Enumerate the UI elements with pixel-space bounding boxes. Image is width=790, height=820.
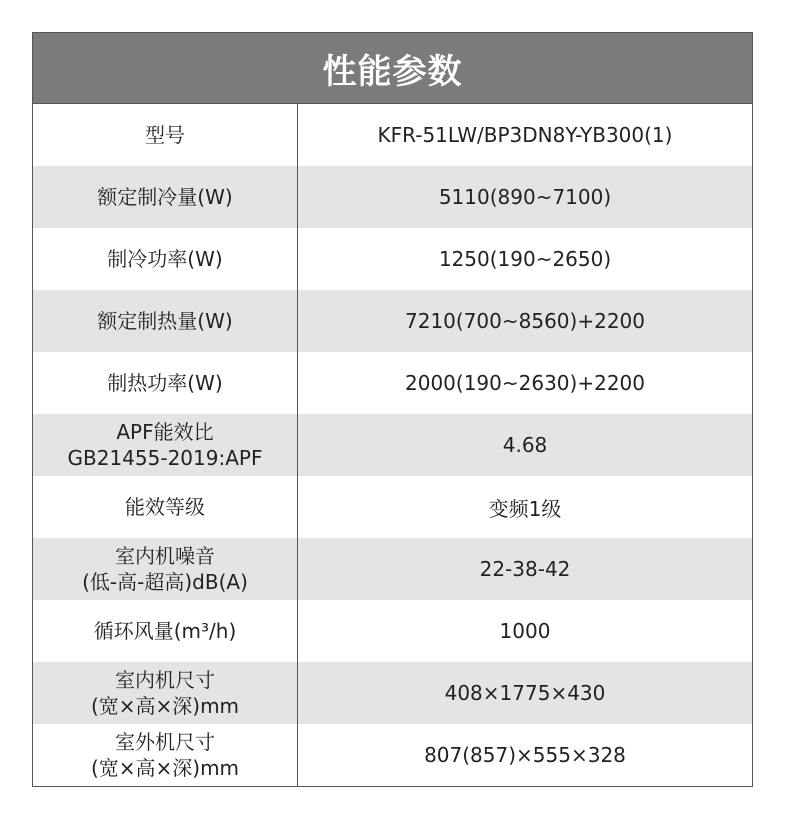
row-value: 408×1775×430 <box>444 681 606 705</box>
spec-table <box>32 32 753 787</box>
row-value: 22-38-42 <box>479 557 571 581</box>
table-row-outdoor-size <box>33 724 752 786</box>
table-row-airflow <box>33 600 752 662</box>
row-value: 807(857)×555×328 <box>424 743 626 767</box>
row-label <box>33 724 298 786</box>
table-title: 性能参数 <box>33 33 752 104</box>
table-row-rated-cooling <box>33 166 752 228</box>
table-row-model <box>33 104 752 166</box>
row-value: 1250(190~2650) <box>438 247 612 271</box>
row-label <box>33 476 298 538</box>
row-label-text: 制热功率(W) <box>107 371 223 395</box>
row-label-text: 额定制冷量(W) <box>97 185 233 209</box>
row-value: 4.68 <box>502 433 548 457</box>
row-label-text: 室外机尺寸 <box>115 730 215 754</box>
row-value: 7210(700~8560)+2200 <box>405 309 645 333</box>
row-label <box>33 414 298 476</box>
row-label-text: 循环风量(m³/h) <box>93 619 237 643</box>
row-label-subtext: GB21455-2019:APF <box>67 446 263 470</box>
row-label <box>33 228 298 290</box>
row-label-text: 制冷功率(W) <box>107 247 223 271</box>
row-value: 2000(190~2630)+2200 <box>405 371 645 395</box>
row-label <box>33 662 298 724</box>
table-row-apf <box>33 414 752 476</box>
row-label-text: APF能效比 <box>116 420 214 444</box>
row-value: KFR-51LW/BP3DN8Y-YB300(1) <box>377 123 673 147</box>
row-label-text: 能效等级 <box>125 495 205 519</box>
row-label <box>33 600 298 662</box>
row-label <box>33 104 298 166</box>
row-label-text: 型号 <box>145 123 185 147</box>
table-row-heating-power <box>33 352 752 414</box>
table-row-rated-heating <box>33 290 752 352</box>
row-value: 5110(890~7100) <box>438 185 612 209</box>
table-row-cooling-power <box>33 228 752 290</box>
row-value: 1000 <box>499 619 551 643</box>
row-label-text: 室内机尺寸 <box>115 668 215 692</box>
row-label-subtext: (宽×高×深)mm <box>90 694 240 718</box>
row-value: 变频1级 <box>488 496 562 521</box>
row-label <box>33 352 298 414</box>
table-row-energy-grade <box>33 476 752 538</box>
table-row-indoor-noise <box>33 538 752 600</box>
row-label-subtext: (低-高-超高)dB(A) <box>82 570 248 594</box>
row-label-subtext: (宽×高×深)mm <box>90 756 240 780</box>
row-label <box>33 538 298 600</box>
table-row-indoor-size <box>33 662 752 724</box>
row-label <box>33 290 298 352</box>
row-label-text: 室内机噪音 <box>115 544 215 568</box>
row-label <box>33 166 298 228</box>
row-label-text: 额定制热量(W) <box>97 309 233 333</box>
